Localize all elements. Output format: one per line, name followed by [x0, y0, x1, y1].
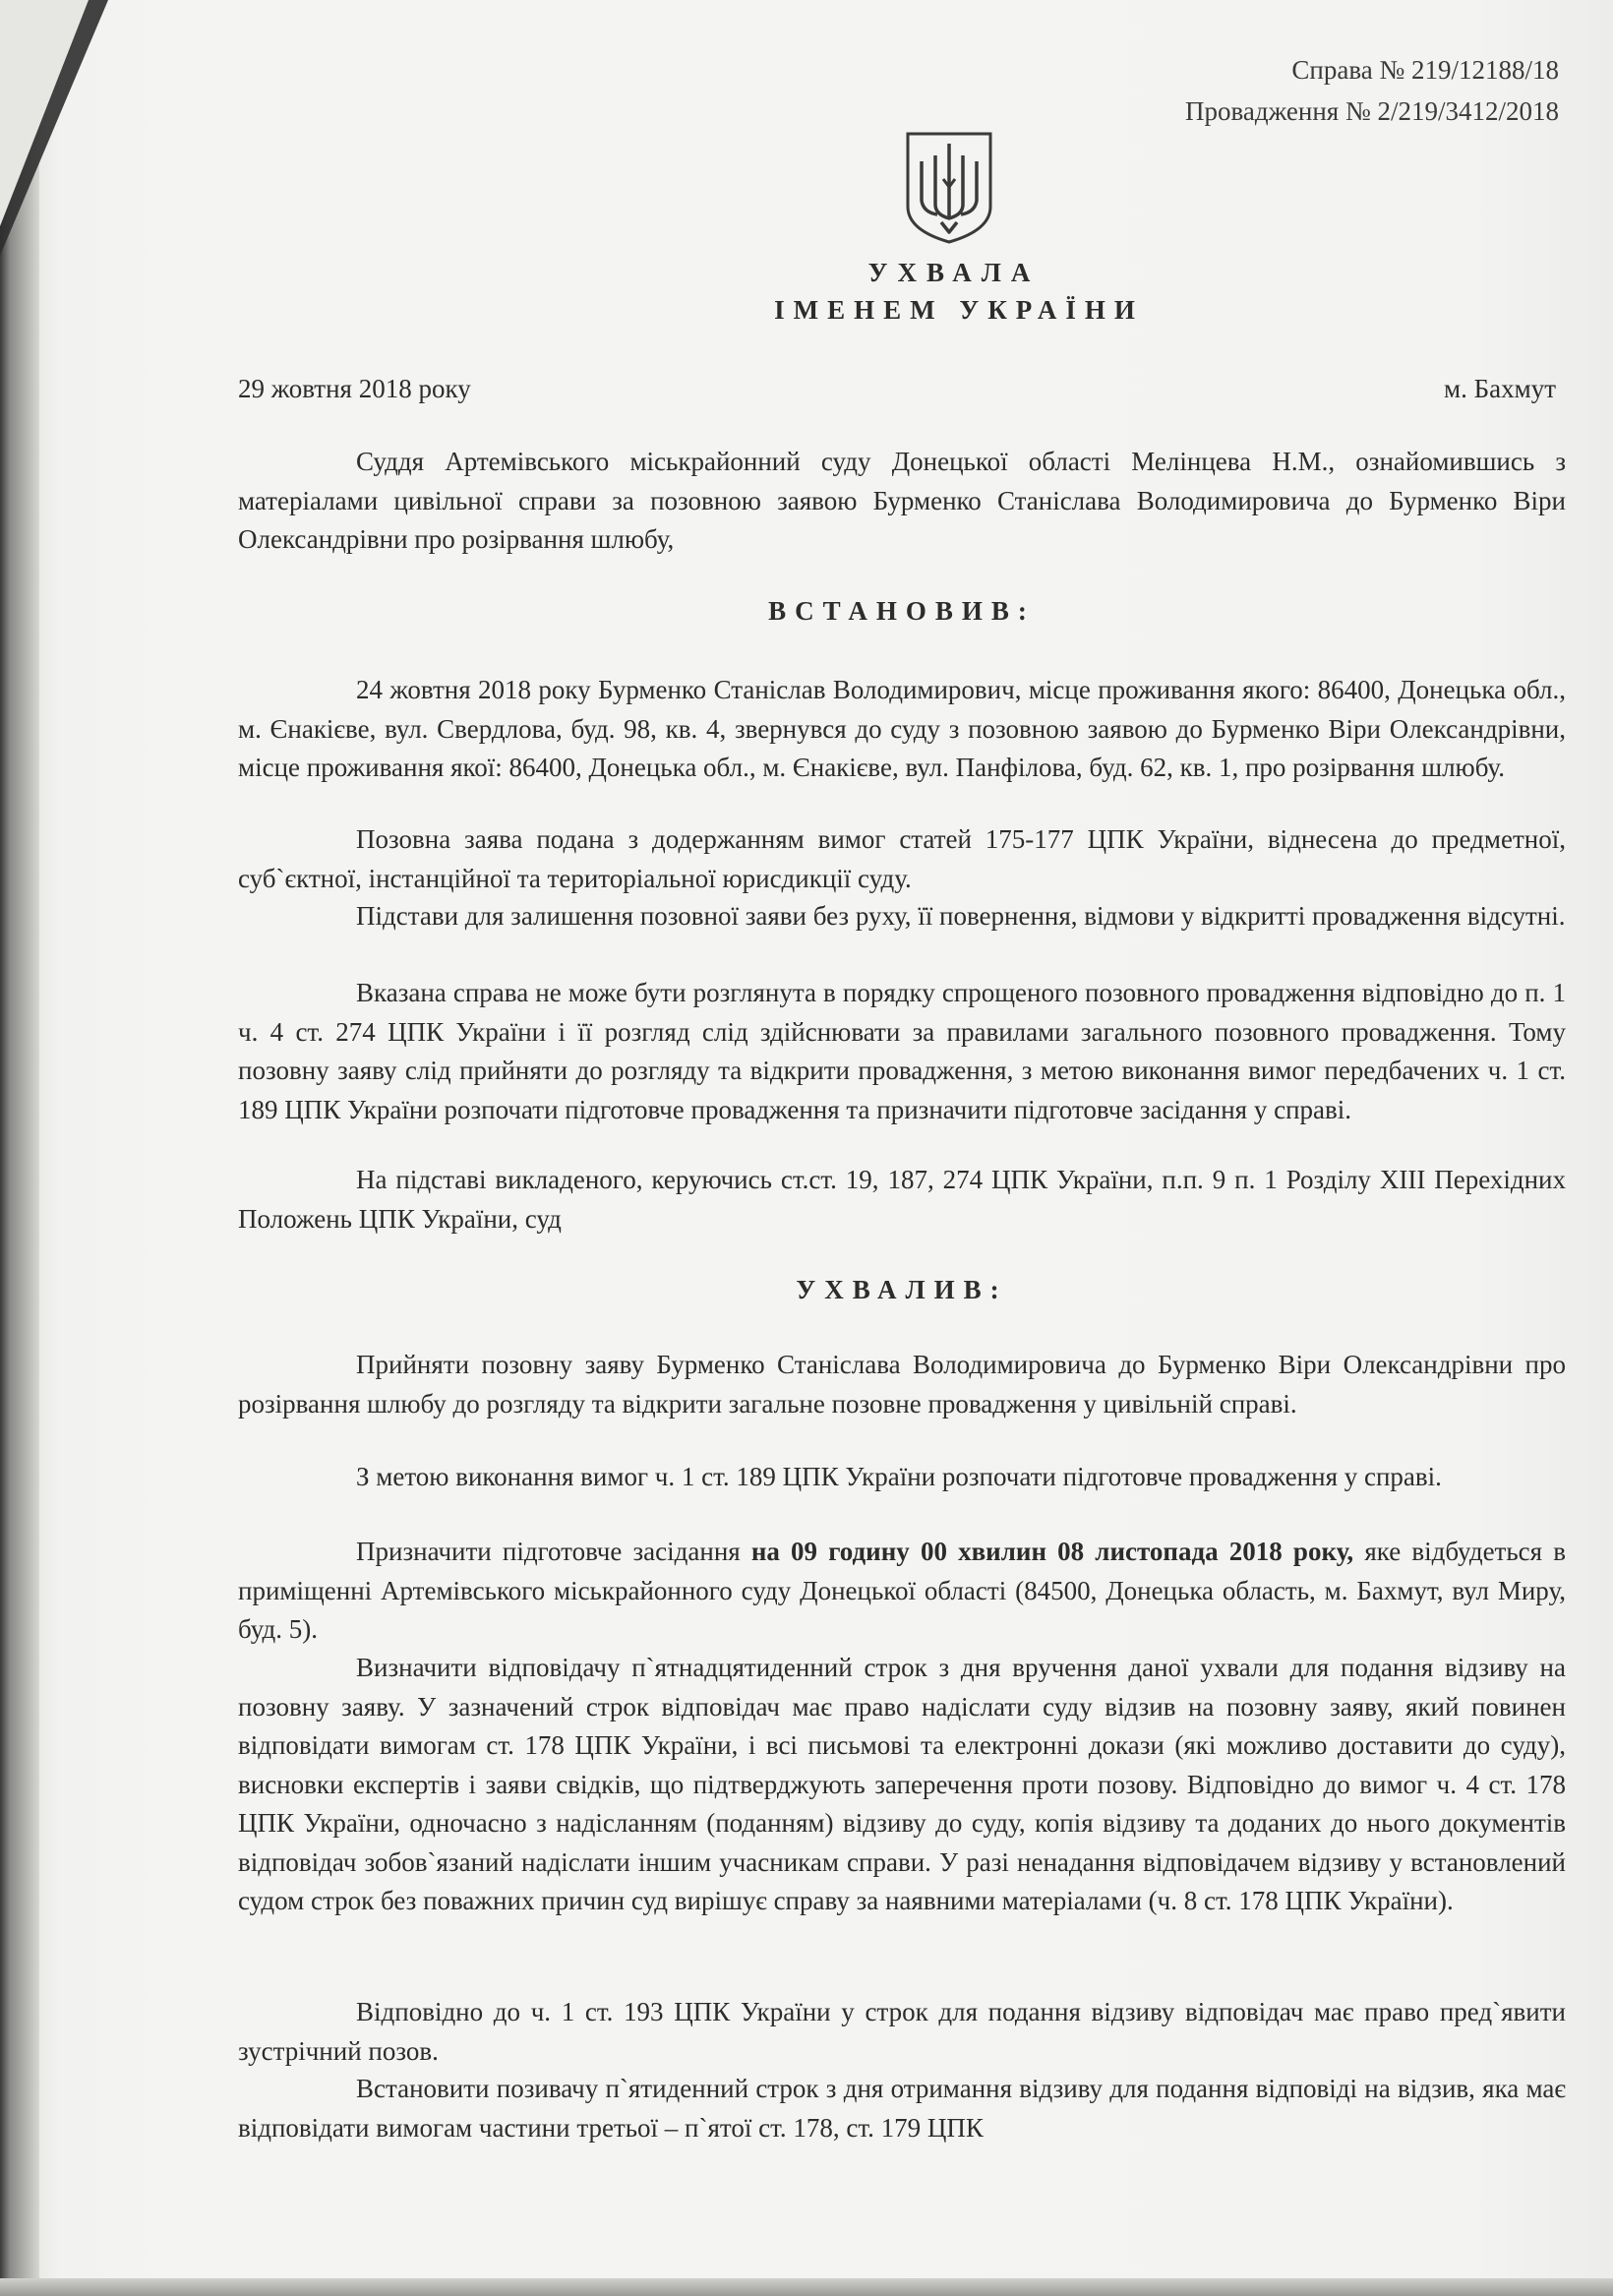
- document-date: 29 жовтня 2018 року: [238, 374, 471, 403]
- case-number: Справа № 219/12188/18: [1291, 55, 1559, 85]
- proceeding-number: Провадження № 2/219/3412/2018: [1185, 96, 1559, 126]
- intro-paragraph: Суддя Артемівського міськрайонний суду Донецької області Мелінцева Н.М., ознайомившись з матеріалами цивільної справи за позовною заявою Бурменко Станіслава Володимировича до Бурменко Віри Олександрівни про розірвання шлюбу,: [238, 447, 1566, 554]
- document-type: УХВАЛА: [867, 258, 1041, 287]
- established-paragraph-2: Позовна заява подана з додержанням вимог статей 175-177 ЦПК України, віднесена до предметної, суб`єктної, інстанційної та територіальної юрисдикції суду.: [238, 824, 1566, 893]
- established-paragraph-5: На підставі викладеного, керуючись ст.ст. 19, 187, 274 ЦПК України, п.п. 9 п. 1 Розділу XIII Перехідних Положень ЦПК України, суд: [238, 1165, 1566, 1234]
- established-paragraph-4: Вказана справа не може бути розглянута в порядку спрощеного позовного провадження відповідно до п. 1 ч. 4 ст. 274 ЦПК України і її розгляд слід здійснювати за правилами загального позовного провадження. Тому позовну заяву слід прийняти до розгляду та відкрити провадження, з метою виконання вимог передбачених ч. 1 ст. 189 ЦПК України розпочати підготовче провадження та призначити підготовче засідання у справі.: [238, 978, 1566, 1124]
- ruled-paragraph-1: Прийняти позовну заяву Бурменко Станіслава Володимировича до Бурменко Віри Олександрівни про розірвання шлюбу до розгляду та відкрити загальне позовне провадження у цивільній справі.: [238, 1350, 1566, 1419]
- scan-bottom-edge: [0, 2278, 1613, 2296]
- ruled-paragraph-2: З метою виконання вимог ч. 1 ст. 189 ЦПК України розпочати підготовче провадження у справі.: [356, 1462, 1442, 1491]
- date-place-row: [238, 374, 1556, 404]
- ruled-p3-end: яке відбудеться в приміщенні Артемівського міськрайонного суду Донецької області (84500, Донецька область, м. Бахмут, вул Миру, буд. 5).: [238, 1537, 1566, 1644]
- scan-left-edge: [0, 0, 39, 2296]
- ruled-paragraph-6: Встановити позивачу п`ятиденний строк з дня отримання відзиву для подання відповіді на відзив, яка має відповідати вимогам частини третьої – п`ятої ст. 178, ст. 179 ЦПК: [238, 2074, 1566, 2143]
- established-paragraph-1: 24 жовтня 2018 року Бурменко Станіслав Володимирович, місце проживання якого: 86400, Донецька обл., м. Єнакієве, вул. Свердлова, буд. 98, кв. 4, звернувся до суду з позовною заявою до Бурменко Віри Олександрівни, місце проживання якої: 86400, Донецька обл., м. Єнакієве, вул. Панфілова, буд. 62, кв. 1, про розірвання шлюбу.: [238, 675, 1566, 782]
- ruled-paragraph-4: Визначити відповідачу п`ятнадцятиденний строк з дня вручення даної ухвали для подання відзиву на позовну заяву. У зазначений строк відповідач має право надіслати суду відзив на позовну заяву, який повинен відповідати вимогам ст. 178 ЦПК України, і всі письмові та електронні докази (які можливо доставити до суду), висновки експертів і заяви свідків, що підтверджують заперечення проти позову. Відповідно до вимог ч. 4 ст. 178 ЦПК України, одночасно з надісланням (поданням) відзиву до суду, копія відзиву та доданих до нього документів відповідач зобов`язаний надіслати іншим учасникам справи. У разі ненадання відповідачем відзиву у встановлений судом строк без поважних причин суд вирішує справу за наявними матеріалами (ч. 8 ст. 178 ЦПК України).: [238, 1653, 1566, 1915]
- document-subtitle: ІМЕНЕМ УКРАЇНИ: [774, 295, 1144, 325]
- case-reference: [1185, 49, 1559, 132]
- established-paragraph-3: Підстави для залишення позовної заяви без руху, її повернення, відмови у відкритті провадження відсутні.: [356, 901, 1566, 931]
- ruled-paragraph-3: [238, 1533, 1566, 1650]
- heading-established: ВСТАНОВИВ:: [768, 596, 1036, 626]
- heading-ruled: УХВАЛИВ:: [796, 1275, 1008, 1304]
- hearing-datetime: на 09 годину 00 хвилин 08 листопада 2018 року,: [750, 1537, 1354, 1566]
- ruled-p3-start: Призначити підготовче засідання: [356, 1537, 751, 1566]
- ruled-paragraph-5: Відповідно до ч. 1 ст. 193 ЦПК України у строк для подання відзиву відповідач має право пред`явити зустрічний позов.: [238, 1997, 1566, 2066]
- page-corner-fold-inner: [0, 0, 89, 226]
- document-city: м. Бахмут: [1444, 374, 1556, 403]
- coat-of-arms-icon: [900, 128, 998, 246]
